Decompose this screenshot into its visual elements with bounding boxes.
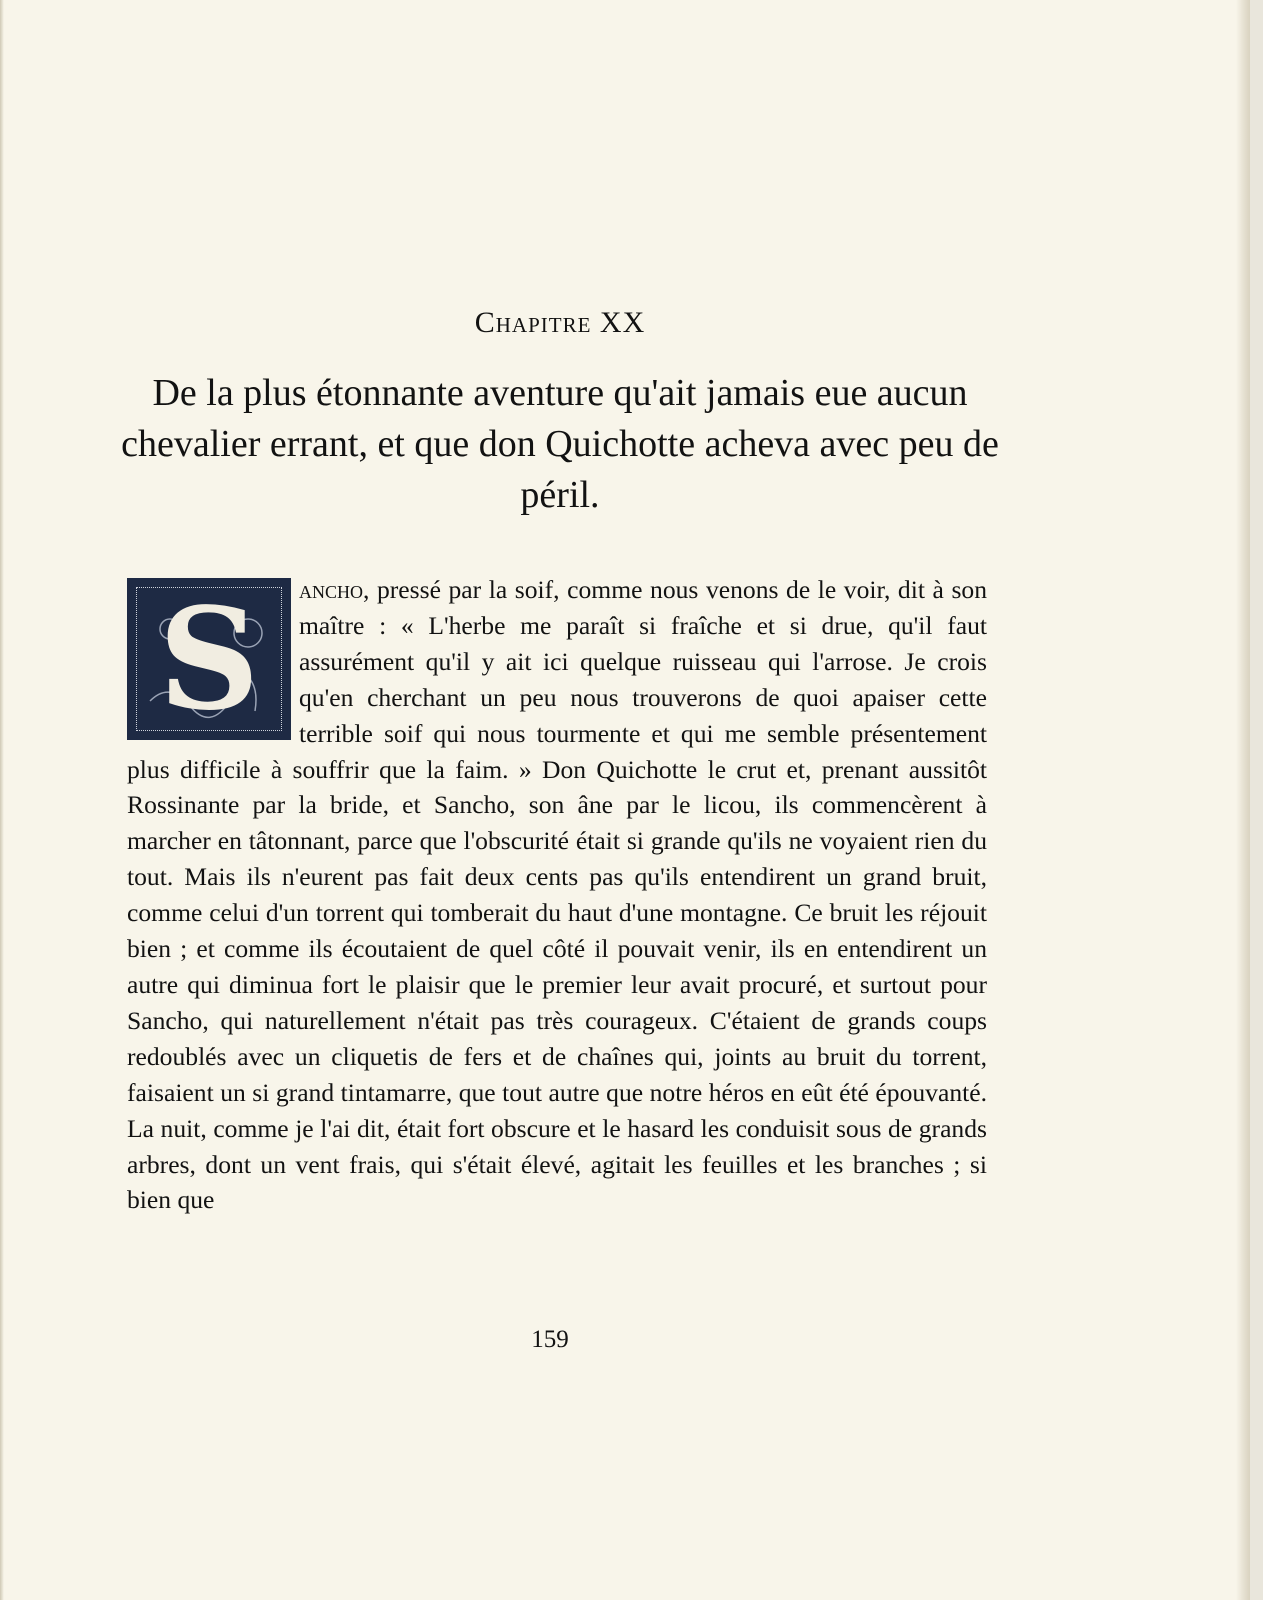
initial-letter: S	[158, 578, 260, 742]
body-paragraph: , pressé par la soif, comme nous venons de le voir, dit à son maître : « L'herbe me paraît si fraîche et si drue, qu'il faut assurément qu'il y ait ici quelque ruisseau qui l'arrose. Je crois qu'en cherchant un peu nous trouverons de quoi apaiser cette terrible soif qui nous tourmente et qui me semble présentement plus difficile à souffrir que la faim. » Don Quichotte le crut et, prenant aussitôt Rossinante par la bride, et Sancho, son âne par le licou, ils commencèrent à marcher en tâtonnant, parce que l'obscurité était si grande qu'ils ne voyaient rien du tout. Mais ils n'eurent pas fait deux cents pas qu'ils entendirent un grand bruit, comme celui d'un torrent qui tomberait du haut d'une montagne. Ce bruit les réjouit bien ; et comme ils écoutaient de quel côté il pouvait venir, ils en entendirent un autre qui diminua fort le plaisir que le premier leur avait procuré, et surtout pour Sancho, qui naturellement n'était pas très courageux. C'étaient de grands coups redoublés avec un cliquetis de fers et de chaînes qui, joints au bruit du torrent, faisaient un si grand tintamarre, que tout autre que notre héros en eût été épouvanté. La nuit, comme je l'ai dit, était fort obscure et le hasard les conduisit sous de grands arbres, dont un vent frais, qui s'était élevé, agitait les feuilles et les branches ; si bien que	[127, 575, 987, 1215]
page-right-edge	[1236, 0, 1250, 1600]
page-left-edge	[0, 0, 4, 1600]
chapter-title: De la plus étonnante aventure qu'ait jamais eue aucun chevalier errant, et que don Quichotte acheva avec peu de péril.	[121, 372, 999, 516]
page-number: 159	[531, 1326, 569, 1353]
chapter-heading: Chapitre XX	[474, 306, 646, 339]
body-text	[127, 572, 987, 1218]
illuminated-initial	[127, 578, 291, 740]
first-word-rest: ancho	[299, 575, 364, 604]
